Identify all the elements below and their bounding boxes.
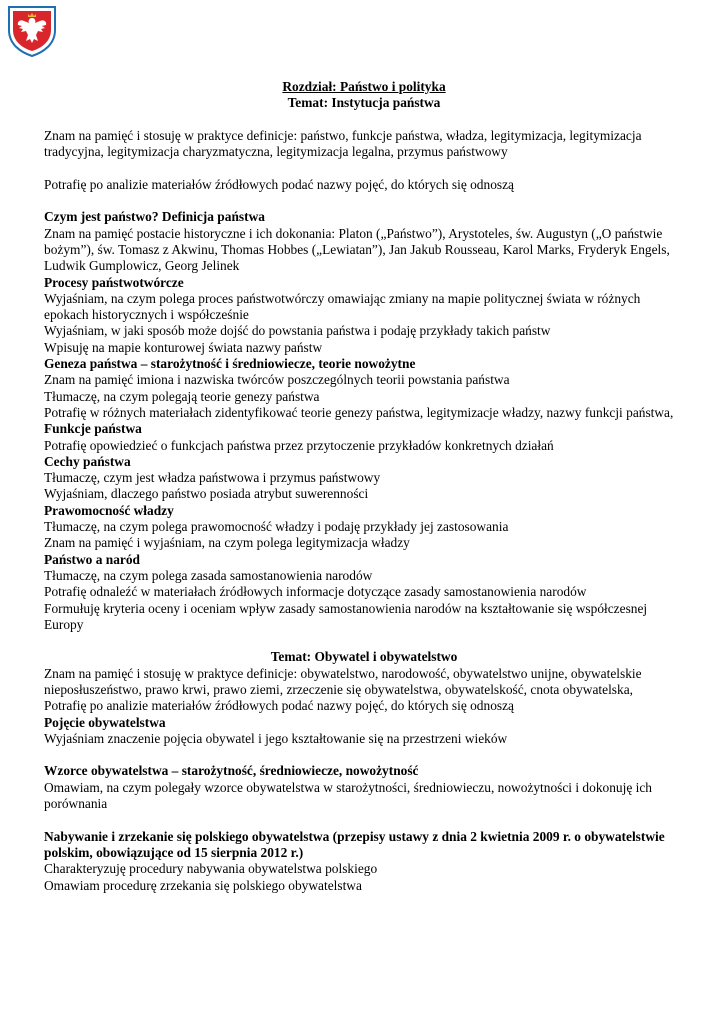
section-line: Tłumaczę, na czym polega zasada samostanowienia narodów	[44, 567, 373, 583]
section-heading: Pojęcie obywatelstwa	[44, 714, 166, 730]
section-line: Potrafię opowiedzieć o funkcjach państwa przez przytoczenie przykładów konkretnych działań	[44, 437, 554, 453]
section-line: Wpisuję na mapie konturowej świata nazwy państw	[44, 339, 323, 355]
section-line: Wyjaśniam, w jaki sposób może dojść do powstania państwa i podaję przykłady takich państw	[44, 323, 551, 339]
section-line: Omawiam, na czym polegały wzorce obywatelstwa w starożytności, średniowieczu, nowożytności i dokonuję ich porównania	[44, 779, 652, 812]
topic-title-1: Temat: Instytucja państwa	[287, 95, 441, 111]
section-line: Charakteryzuję procedury nabywania obywatelstwa polskiego	[44, 861, 378, 877]
topic-title-2: Temat: Obywatel i obywatelstwo	[270, 649, 458, 665]
section-heading: Cechy państwa	[44, 453, 131, 469]
section-line: Omawiam procedurę zrzekania się polskiego obywatelstwa	[44, 877, 362, 893]
section-heading: Nabywanie i zrzekanie się polskiego obywatelstwa (przepisy ustawy z dnia 2 kwietnia 2009 r. o obywatelstwie polskim, obowiązujące od 15 sierpnia 2012 r.)	[44, 828, 665, 860]
intro-definitions: Znam na pamięć i stosuję w praktyce definicje: państwo, funkcje państwa, władza, legitymizacja, legitymizacja tradycyjna, legitymizacja charyzmatyczna, legitymizacja legalna, przymus państwowy	[44, 127, 642, 160]
document-body	[44, 79, 684, 894]
intro-sources: Potrafię po analizie materiałów źródłowych podać nazwy pojęć, do których się odnoszą	[44, 176, 514, 192]
section-line: Potrafię w różnych materiałach zidentyfikować teorie genezy państwa, legitymizacje władzy, nazwy funkcji państwa,	[44, 404, 674, 420]
section-line: Wyjaśniam, na czym polega proces państwotwórczy omawiając zmiany na mapie politycznej świata w różnych epokach historycznych i współcześnie	[44, 290, 641, 323]
section-line: Tłumaczę, na czym polega prawomocność władzy i podaję przykłady jej zastosowania	[44, 519, 509, 535]
chapter-title: Rozdział: Państwo i polityka	[282, 79, 446, 94]
coat-of-arms-logo	[6, 4, 58, 58]
intro2-sources: Potrafię po analizie materiałów źródłowych podać nazwy pojęć, do których się odnoszą	[44, 698, 514, 714]
section-line: Znam na pamięć postacie historyczne i ich dokonania: Platon („Państwo”), Arystoteles, św. Augustyn („O państwie bożym”), św. Tomasz z Akwinu, Thomas Hobbes („Lewiatan”), Jan Jakub Rousseau, Karol Marks, Fryderyk Engels, Ludwik Gumplowicz, Georg Jelinek	[44, 225, 670, 274]
section-line: Wyjaśniam znaczenie pojęcia obywatel i jego kształtowanie się na przestrzeni wieków	[44, 730, 508, 746]
section-line: Potrafię odnaleźć w materiałach źródłowych informacje dotyczące zasady samostanowienia narodów	[44, 584, 587, 600]
section-line: Formułuję kryteria oceny i oceniam wpływ zasady samostanowienia narodów na kształtowanie się współczesnej Europy	[44, 600, 648, 632]
section-heading: Funkcje państwa	[44, 421, 142, 437]
intro2-definitions: Znam na pamięć i stosuję w praktyce definicje: obywatelstwo, narodowość, obywatelstwo unijne, obywatelskie nieposłuszeństwo, prawo krwi, prawo ziemi, zrzeczenie się obywatelstwa, obywatelskość, cnota obywatelska,	[44, 665, 642, 697]
section-line: Znam na pamięć i wyjaśniam, na czym polega legitymizacja władzy	[44, 535, 410, 551]
section-heading: Państwo a naród	[44, 551, 140, 567]
section-heading: Czym jest państwo? Definicja państwa	[44, 209, 265, 225]
section-line: Wyjaśniam, dlaczego państwo posiada atrybut suwerenności	[44, 486, 369, 502]
section-heading: Procesy państwotwórcze	[44, 274, 184, 290]
section-line: Znam na pamięć imiona i nazwiska twórców poszczególnych teorii powstania państwa	[44, 372, 510, 388]
section-line: Tłumaczę, na czym polegają teorie genezy państwa	[44, 388, 320, 404]
section-line: Tłumaczę, czym jest władza państwowa i przymus państwowy	[44, 470, 381, 486]
section-heading: Prawomocność władzy	[44, 502, 174, 518]
section-heading: Geneza państwa – starożytność i średniowiecze, teorie nowożytne	[44, 356, 416, 372]
section-heading: Wzorce obywatelstwa – starożytność, średniowiecze, nowożytność	[44, 763, 419, 779]
